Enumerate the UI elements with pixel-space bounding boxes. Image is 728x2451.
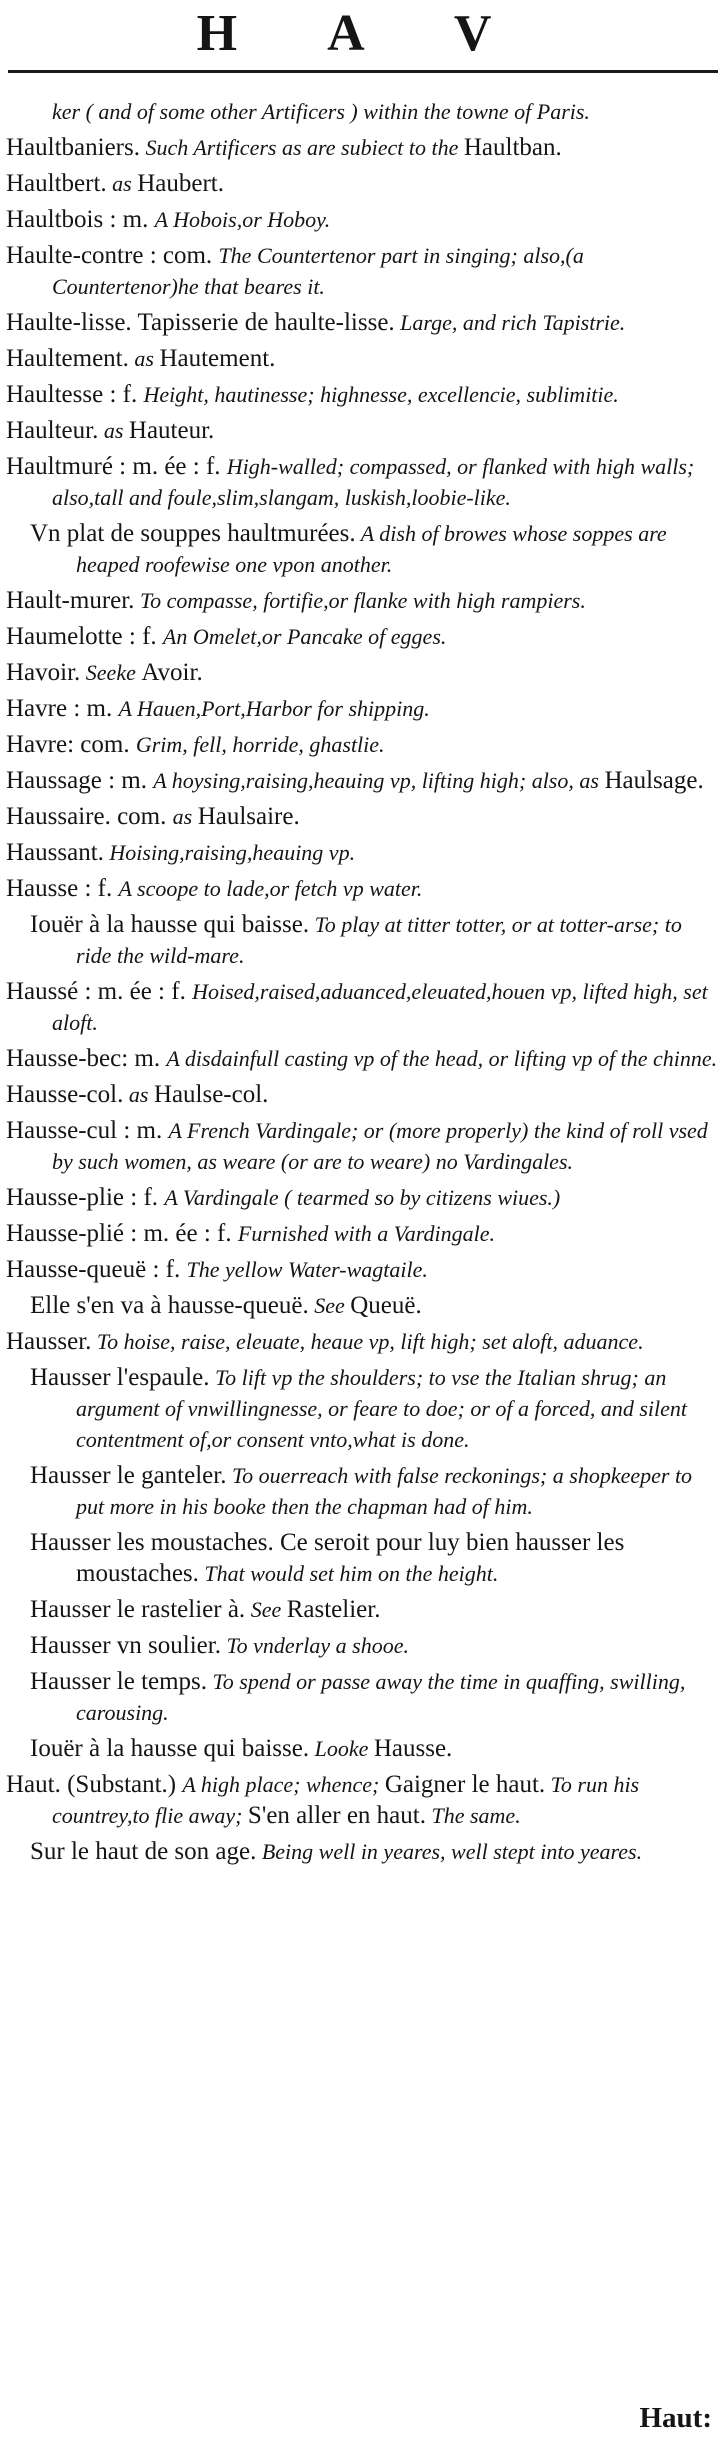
french-text: : f. (122, 623, 163, 650)
dictionary-entry (6, 96, 718, 127)
headword: Haut. (6, 1771, 61, 1798)
dictionary-entry (6, 1769, 718, 1831)
english-gloss: Furnished with a Vardingale. (237, 1221, 495, 1246)
headword: Haulte-lisse. (6, 309, 132, 336)
sub-entry (6, 1630, 718, 1661)
english-gloss: A Hauen,Port,Harbor for shipping. (118, 696, 430, 721)
dictionary-entry (6, 693, 718, 724)
headword: Hausse-col. (6, 1081, 124, 1108)
sub-entry (6, 1594, 718, 1625)
english-gloss: To vnderlay a shooe. (220, 1633, 409, 1658)
french-text: Haulsage. (604, 767, 704, 794)
english-gloss: To hoise, raise, eleuate, heaue vp, lift high; set aloft, aduance. (91, 1329, 644, 1354)
dictionary-entry (6, 873, 718, 904)
french-text: Gaigner le haut. (384, 1771, 546, 1798)
english-gloss: A scoope to lade,or fetch vp water. (118, 876, 423, 901)
headword: Hausse-plie (6, 1184, 125, 1211)
sub-entry (6, 1460, 718, 1522)
english-gloss: A Hobois,or Hoboy. (154, 207, 331, 232)
dictionary-entry (6, 801, 718, 832)
headword: Haussaire. (6, 803, 111, 830)
french-text: Hautement. (159, 345, 276, 372)
entry-list (6, 96, 718, 1872)
french-text: Iouër à la hausse qui baisse. (30, 1735, 310, 1762)
english-gloss: Looke (309, 1736, 374, 1761)
french-text: Haubert. (137, 170, 225, 197)
french-text: (Substant.) (60, 1771, 183, 1798)
headword: Haulteur. (6, 417, 99, 444)
headword: Haultbaniers. (6, 134, 140, 161)
english-gloss: To lift vp the shoulders; to vse the Italian shrug; an argument of vnwillingnesse, or feare to doe; or of a forced, and silent contentment of,or consent vnto,what is done. (76, 1365, 688, 1452)
dictionary-entry (6, 1254, 718, 1285)
headword: Haussé (6, 978, 79, 1005)
running-head: H A V (196, 5, 532, 62)
sub-entry (6, 1362, 718, 1455)
headword: Haultmuré (6, 453, 113, 480)
french-text: Vn plat de souppes haultmurées. (30, 520, 356, 547)
english-gloss: The yellow Water-wagtaile. (186, 1257, 428, 1282)
english-gloss: Height, hautinesse; highnesse, excellencie, sublimitie. (143, 382, 619, 407)
dictionary-entry (6, 837, 718, 868)
headword: Hausse-queuë (6, 1256, 147, 1283)
dictionary-entry (6, 1115, 718, 1177)
french-text: Avoir. (141, 659, 203, 686)
english-gloss: Hoised,raised,aduanced,eleuated,houen vp, lifted high, set aloft. (52, 979, 708, 1035)
french-text: : m. (101, 767, 154, 794)
english-gloss: To run his countrey,to flie away; (52, 1772, 640, 1828)
dictionary-entry (6, 1326, 718, 1357)
french-text: Haulse-col. (153, 1081, 269, 1108)
sub-entry (6, 1733, 718, 1764)
headword: Hausse-bec (6, 1045, 122, 1072)
dictionary-entry (6, 343, 718, 374)
english-gloss: Seeke (80, 660, 142, 685)
dictionary-entry (6, 729, 718, 760)
dictionary-entry (6, 204, 718, 235)
french-text: : com. (143, 242, 219, 269)
dictionary-entry (6, 307, 718, 338)
french-text: Hausser l'espaule. (30, 1364, 210, 1391)
french-text: Hausser les moustaches. Ce seroit pour luy bien hausser les moustaches. (30, 1529, 625, 1587)
header-rule (8, 70, 718, 73)
english-gloss: A high place; whence; (182, 1772, 385, 1797)
french-text: Hauteur. (128, 417, 215, 444)
english-gloss: A French Vardingale; or (more properly) the kind of roll vsed by such women, as weare (or are to weare) no Vardingales. (52, 1118, 708, 1174)
english-gloss: That would set him on the height. (198, 1561, 499, 1586)
headword: Hausser. (6, 1328, 92, 1355)
dictionary-entry (6, 1218, 718, 1249)
french-text: : m. (67, 695, 119, 722)
sub-entry (6, 909, 718, 971)
english-gloss: as (106, 171, 138, 196)
french-text: : m. (117, 1117, 169, 1144)
french-text: : m. (121, 1045, 167, 1072)
english-gloss: Large, and rich Tapistrie. (394, 310, 626, 335)
catchword: Haut: (639, 2402, 712, 2434)
french-text: S'en aller en haut. (247, 1802, 426, 1829)
french-text: Rastelier. (286, 1596, 381, 1623)
english-gloss: A dish of browes whose soppes are heaped roofewise one vpon another. (76, 521, 667, 577)
headword: Havre (6, 695, 68, 722)
french-text: : m. ée : f. (124, 1220, 238, 1247)
dictionary-entry (6, 240, 718, 302)
french-text: : m. ée : f. (78, 978, 193, 1005)
french-text: : m. ée : f. (112, 453, 227, 480)
sub-entry (6, 518, 718, 580)
headword: Haultbert. (6, 170, 107, 197)
headword: Haultesse (6, 381, 104, 408)
dictionary-entry (6, 379, 718, 410)
english-gloss: A hoysing,raising,heauing vp, lifting high; also, as (153, 768, 605, 793)
english-gloss: To spend or passe away the time in quaffing, swilling, carousing. (76, 1669, 686, 1725)
english-gloss: Hoising,raising,heauing vp. (103, 840, 356, 865)
french-text: Sur le haut de son age. (30, 1838, 257, 1865)
english-gloss: as (128, 346, 160, 371)
dictionary-entry (6, 415, 718, 446)
french-text: Haultban. (463, 134, 562, 161)
english-gloss: See (245, 1597, 287, 1622)
headword: Haultement. (6, 345, 129, 372)
headword: Haulte-contre (6, 242, 144, 269)
french-text: Tapisserie de haulte-lisse. (131, 309, 395, 336)
dictionary-entry (6, 1182, 718, 1213)
english-gloss: The Countertenor part in singing; also,(a Countertenor)he that beares it. (52, 243, 584, 299)
headword: Haussage (6, 767, 102, 794)
dictionary-entry (6, 585, 718, 616)
dictionary-entry (6, 132, 718, 163)
sub-entry (6, 1527, 718, 1589)
headword: Havoir. (6, 659, 81, 686)
headword: Haussant. (6, 839, 104, 866)
english-gloss: as (172, 804, 198, 829)
english-gloss: as (98, 418, 129, 443)
french-text: Queuë. (350, 1292, 422, 1319)
french-text: : f. (146, 1256, 187, 1283)
english-gloss: An Omelet,or Pancake of egges. (162, 624, 447, 649)
french-text: com. (110, 803, 173, 830)
english-gloss: Being well in yeares, well stept into yeares. (256, 1839, 643, 1864)
english-gloss: To play at titter totter, or at totter-arse; to ride the wild-mare. (76, 912, 682, 968)
dictionary-entry (6, 1079, 718, 1110)
sub-entry (6, 1666, 718, 1728)
dictionary-entry (6, 657, 718, 688)
english-gloss: A Vardingale ( tearmed so by citizens wiues.) (164, 1185, 561, 1210)
french-text: : f. (78, 875, 119, 902)
sub-entry (6, 1836, 718, 1867)
french-text: Hausser le ganteler. (30, 1462, 227, 1489)
english-gloss: as (123, 1082, 154, 1107)
dictionary-entry (6, 621, 718, 652)
dictionary-entry (6, 1043, 718, 1074)
english-gloss: To ouerreach with false reckonings; a shopkeeper to put more in his booke then the chapman had of him. (76, 1463, 693, 1519)
headword: Hausse (6, 875, 79, 902)
french-text: : f. (103, 381, 144, 408)
english-gloss: Grim, fell, horride, ghastlie. (135, 732, 385, 757)
sub-entry (6, 1290, 718, 1321)
english-gloss: ker ( and of some other Artificers ) within the towne of Paris. (52, 99, 590, 124)
french-text: Iouër à la hausse qui baisse. (30, 911, 310, 938)
dictionary-entry (6, 976, 718, 1038)
french-text: Hausser vn soulier. (30, 1632, 221, 1659)
english-gloss: To compasse, fortifie,or flanke with high rampiers. (134, 588, 586, 613)
english-gloss: High-walled; compassed, or flanked with high walls; also,tall and foule,slim,slangam, luskish,loobie-like. (52, 454, 695, 510)
french-text: : f. (124, 1184, 165, 1211)
headword: Hausse-plié (6, 1220, 125, 1247)
french-text: Elle s'en va à hausse-queuë. (30, 1292, 309, 1319)
english-gloss: The same. (425, 1803, 521, 1828)
dictionary-entry (6, 168, 718, 199)
headword: Haultbois (6, 206, 104, 233)
english-gloss: See (308, 1293, 351, 1318)
french-text: : com. (67, 731, 136, 758)
french-text: Hausse. (373, 1735, 453, 1762)
french-text: : m. (103, 206, 155, 233)
dictionary-entry (6, 765, 718, 796)
headword: Havre (6, 731, 68, 758)
english-gloss: Such Artificers as are subiect to the (139, 135, 464, 160)
english-gloss: A disdainfull casting vp of the head, or lifting vp of the chinne. (166, 1046, 718, 1071)
headword: Hault-murer. (6, 587, 135, 614)
french-text: Hausser le rastelier à. (30, 1596, 246, 1623)
dictionary-entry (6, 451, 718, 513)
page-header (0, 0, 728, 68)
french-text: Haulsaire. (197, 803, 300, 830)
headword: Haumelotte (6, 623, 123, 650)
headword: Hausse-cul (6, 1117, 118, 1144)
french-text: Hausser le temps. (30, 1668, 208, 1695)
